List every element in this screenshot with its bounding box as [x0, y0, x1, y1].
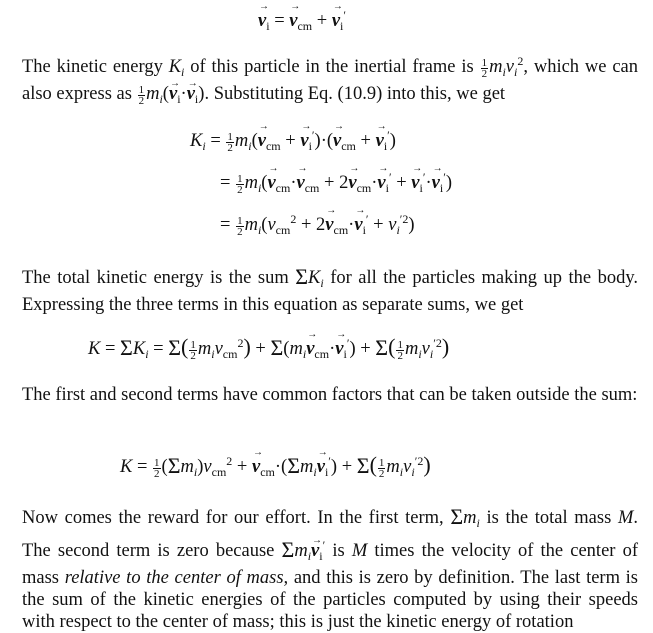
equation-ki-line2: = $\frac{1}{2}$ $m_i(\to v_{cm}\cdot\to v_{cm} + 2\to v_{cm}\cdot\to v_i'$ + → $v_i'\cdot\to v_i'$)	[220, 170, 452, 196]
equation-ki-line1: $K_i$ = $\frac{1}{2}$ $m_i(\to v_{cm}$ + → $v_i')\cdot(\to v_{cm}$ + → $v_i'$)	[190, 128, 396, 154]
paragraph-total-kinetic-energy: The total kinetic energy is the sum $\Sigma K_i$ for all the particles making up the body. Expressing the three terms in this equation as separate sums, we get	[22, 264, 639, 315]
paragraph-common-factors: The first and second terms have common factors that can be taken outside the sum:	[22, 385, 638, 405]
paragraph-kinetic-energy-intro: The kinetic energy $K_i$ of this particle in the inertial frame is $\frac{1}{2}$ $m_iv_i^2$, which we can also express as $\frac{1}{2}$ $m_i(\to v_i\cdot\to v_i)$. Substituting Eq. (10.9) into this, we get	[22, 50, 638, 110]
equation-k-three-sums: $K = \Sigma K_i = \Sigma$( $\frac{1}{2}$ $m_iv_{cm}^2) + \Sigma(m_i\to v_{cm}\cdot\to v_i') + \Sigma$( $\frac{1}{2}$ $m_iv_i^{'2}$)	[88, 334, 449, 362]
paragraph-reward-explanation: Now comes the reward for our effort. In the first term, $\Sigma m_i$ is the total mass M. The second term is zero because $\Sigma m_i\to v_i'$ is M times the velocity of the center of mass relative to the center of mass, and this is zero by definition. The last term is the sum of the kinetic energies of the particles computed by using their speeds with respect to the center of mass; this is just the kinetic energy of rotation	[22, 506, 638, 633]
equation-k-factored: K = $\frac{1}{2}$ $(\Sigma m_i)v_{cm}^2$ + → $v_{cm}\cdot(\Sigma m_i\to v_i') + \Sigma$( $\frac{1}{2}$ $m_iv_i^{'2}$)	[120, 452, 431, 480]
equation-velocity-relation: → $v_i$ = → $v_{cm}$ + → $v_i'$	[258, 8, 346, 34]
equation-ki-line3: = $\frac{1}{2}$ $m_i(v_{cm}^2 + 2\to v_{cm}\cdot\to v_i' + v_i^{'2})$	[220, 212, 415, 238]
